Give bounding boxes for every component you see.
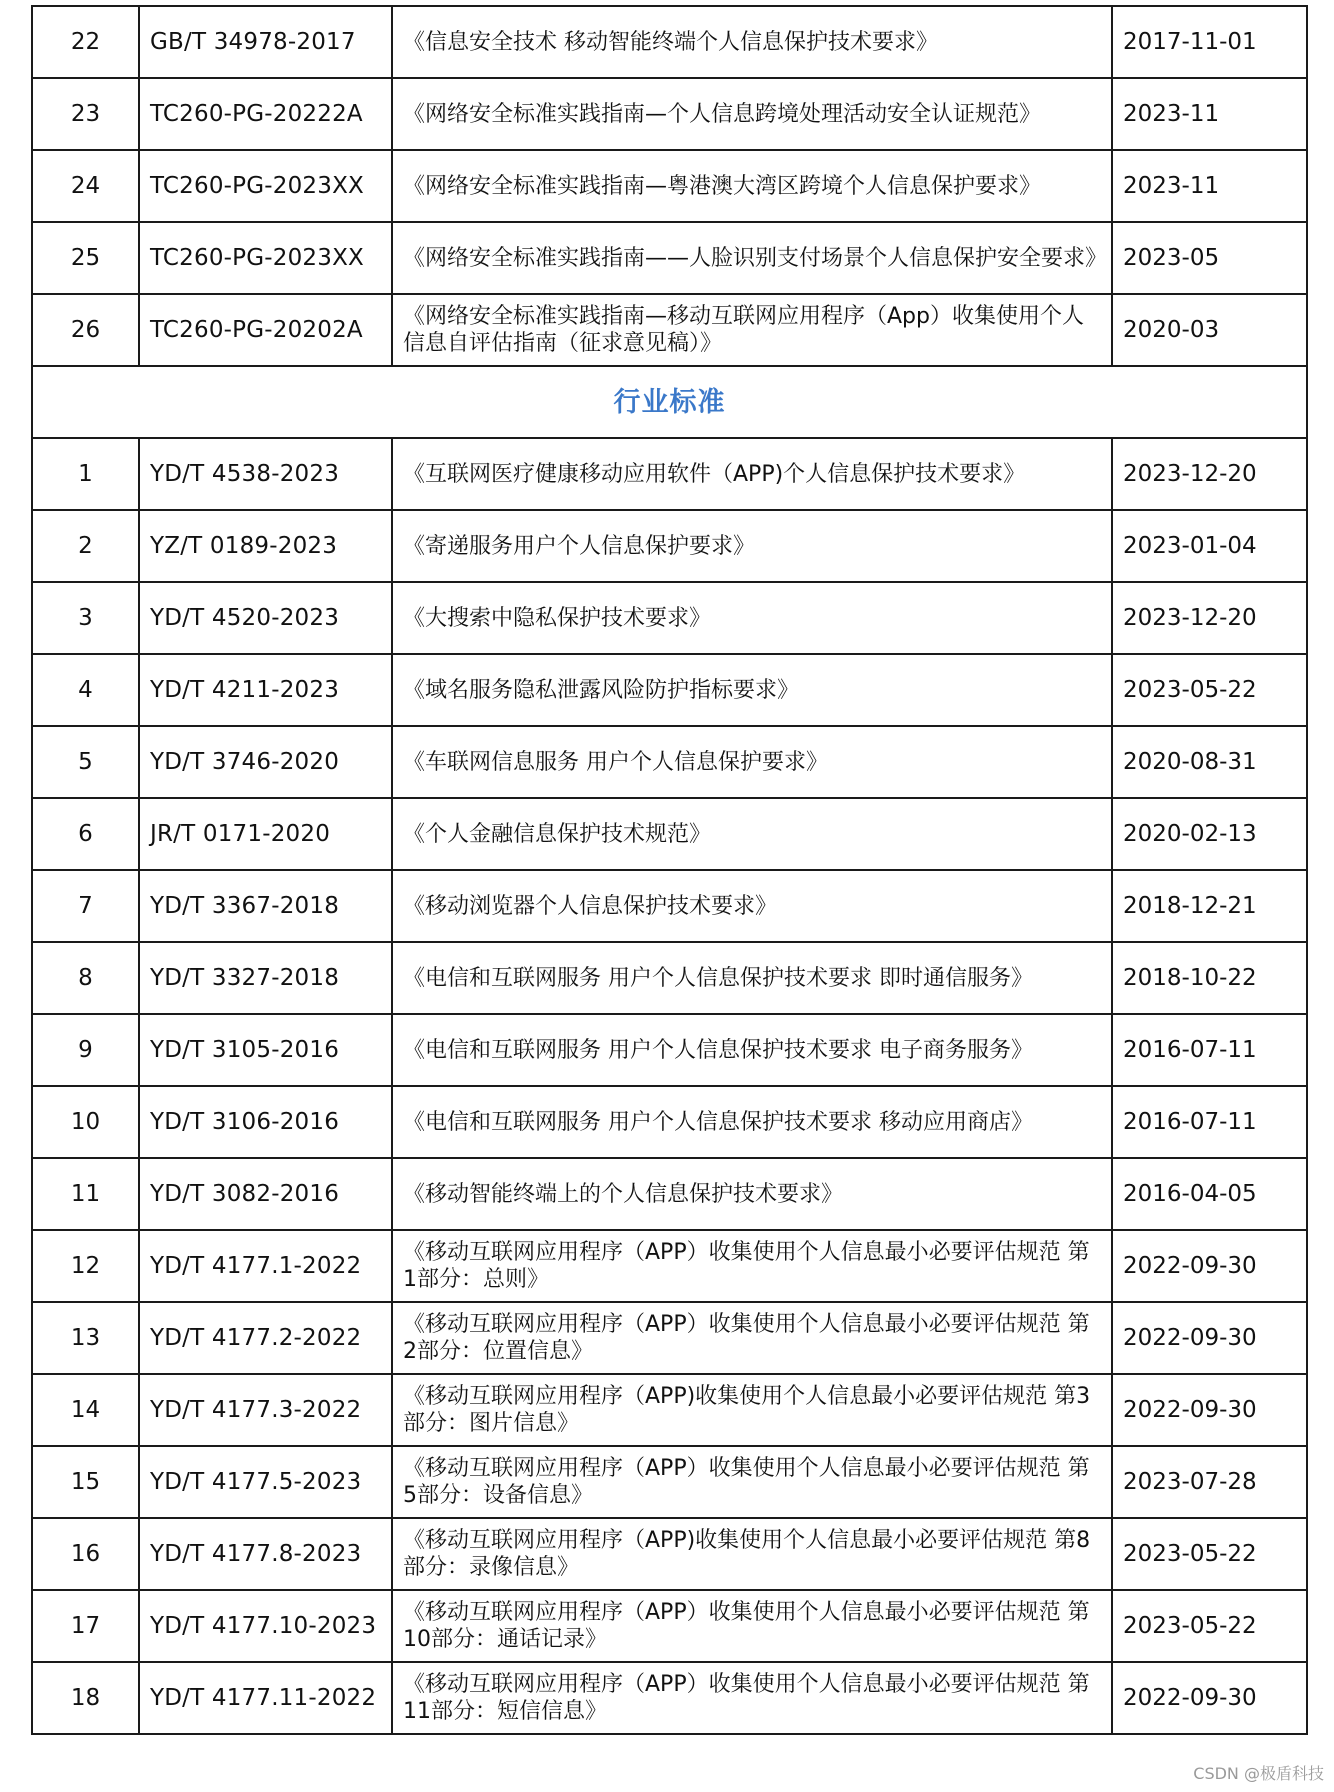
row-number: 7 bbox=[32, 870, 139, 942]
standard-date: 2023-11 bbox=[1112, 150, 1307, 222]
standard-date: 2020-03 bbox=[1112, 294, 1307, 366]
row-number: 1 bbox=[32, 438, 139, 510]
row-number: 14 bbox=[32, 1374, 139, 1446]
section-row bbox=[32, 366, 1307, 438]
standard-date: 2020-08-31 bbox=[1112, 726, 1307, 798]
standard-title: 《域名服务隐私泄露风险防护指标要求》 bbox=[392, 654, 1112, 726]
standard-code: YD/T 3106-2016 bbox=[139, 1086, 392, 1158]
standard-date: 2016-07-11 bbox=[1112, 1014, 1307, 1086]
industry-standards-rows bbox=[32, 438, 1307, 1734]
standard-code: YD/T 4177.11-2022 bbox=[139, 1662, 392, 1734]
standard-code: YD/T 4177.3-2022 bbox=[139, 1374, 392, 1446]
row-number: 9 bbox=[32, 1014, 139, 1086]
table-row bbox=[32, 294, 1307, 366]
standard-code: TC260-PG-20222A bbox=[139, 78, 392, 150]
standard-code: YD/T 3105-2016 bbox=[139, 1014, 392, 1086]
table-row bbox=[32, 150, 1307, 222]
standard-date: 2023-05-22 bbox=[1112, 1590, 1307, 1662]
standard-date: 2023-07-28 bbox=[1112, 1446, 1307, 1518]
standard-title: 《移动互联网应用程序（APP)收集使用个人信息最小必要评估规范 第3部分：图片信息》 bbox=[392, 1374, 1112, 1446]
standard-title: 《互联网医疗健康移动应用软件（APP)个人信息保护技术要求》 bbox=[392, 438, 1112, 510]
row-number: 22 bbox=[32, 6, 139, 78]
row-number: 10 bbox=[32, 1086, 139, 1158]
standard-code: TC260-PG-20202A bbox=[139, 294, 392, 366]
table-row bbox=[32, 582, 1307, 654]
standard-code: TC260-PG-2023XX bbox=[139, 222, 392, 294]
standard-code: YD/T 4538-2023 bbox=[139, 438, 392, 510]
standard-title: 《寄递服务用户个人信息保护要求》 bbox=[392, 510, 1112, 582]
standard-title: 《移动浏览器个人信息保护技术要求》 bbox=[392, 870, 1112, 942]
section-heading-row bbox=[32, 366, 1307, 438]
standard-code: YD/T 4177.10-2023 bbox=[139, 1590, 392, 1662]
row-number: 15 bbox=[32, 1446, 139, 1518]
table-row bbox=[32, 1158, 1307, 1230]
standard-title: 《移动智能终端上的个人信息保护技术要求》 bbox=[392, 1158, 1112, 1230]
standard-date: 2023-05 bbox=[1112, 222, 1307, 294]
standard-date: 2023-11 bbox=[1112, 78, 1307, 150]
standard-date: 2023-05-22 bbox=[1112, 654, 1307, 726]
standard-code: YD/T 4211-2023 bbox=[139, 654, 392, 726]
standard-date: 2022-09-30 bbox=[1112, 1662, 1307, 1734]
standard-date: 2022-09-30 bbox=[1112, 1302, 1307, 1374]
section-heading: 行业标准 bbox=[32, 366, 1307, 438]
standard-date: 2018-12-21 bbox=[1112, 870, 1307, 942]
standard-title: 《网络安全标准实践指南—移动互联网应用程序（App）收集使用个人信息自评估指南（征求意见稿）》 bbox=[392, 294, 1112, 366]
standard-title: 《移动互联网应用程序（APP）收集使用个人信息最小必要评估规范 第1部分：总则》 bbox=[392, 1230, 1112, 1302]
standard-title: 《电信和互联网服务 用户个人信息保护技术要求 即时通信服务》 bbox=[392, 942, 1112, 1014]
standard-code: YD/T 4520-2023 bbox=[139, 582, 392, 654]
standard-title: 《移动互联网应用程序（APP)收集使用个人信息最小必要评估规范 第8部分：录像信息》 bbox=[392, 1518, 1112, 1590]
row-number: 18 bbox=[32, 1662, 139, 1734]
table-row bbox=[32, 1446, 1307, 1518]
row-number: 3 bbox=[32, 582, 139, 654]
row-number: 17 bbox=[32, 1590, 139, 1662]
national-standards-rows bbox=[32, 6, 1307, 366]
table-row bbox=[32, 1014, 1307, 1086]
row-number: 5 bbox=[32, 726, 139, 798]
standard-code: YD/T 4177.1-2022 bbox=[139, 1230, 392, 1302]
standard-code: YD/T 4177.8-2023 bbox=[139, 1518, 392, 1590]
standard-title: 《移动互联网应用程序（APP）收集使用个人信息最小必要评估规范 第2部分：位置信息》 bbox=[392, 1302, 1112, 1374]
standard-code: YD/T 3327-2018 bbox=[139, 942, 392, 1014]
standards-table bbox=[31, 5, 1308, 1735]
row-number: 26 bbox=[32, 294, 139, 366]
standard-title: 《移动互联网应用程序（APP）收集使用个人信息最小必要评估规范 第10部分：通话记录》 bbox=[392, 1590, 1112, 1662]
standard-title: 《网络安全标准实践指南—粤港澳大湾区跨境个人信息保护要求》 bbox=[392, 150, 1112, 222]
standard-date: 2023-05-22 bbox=[1112, 1518, 1307, 1590]
table-row bbox=[32, 1590, 1307, 1662]
standard-date: 2016-04-05 bbox=[1112, 1158, 1307, 1230]
standard-title: 《移动互联网应用程序（APP）收集使用个人信息最小必要评估规范 第5部分：设备信息》 bbox=[392, 1446, 1112, 1518]
row-number: 11 bbox=[32, 1158, 139, 1230]
standard-code: TC260-PG-2023XX bbox=[139, 150, 392, 222]
standard-date: 2022-09-30 bbox=[1112, 1374, 1307, 1446]
row-number: 23 bbox=[32, 78, 139, 150]
standard-title: 《车联网信息服务 用户个人信息保护要求》 bbox=[392, 726, 1112, 798]
standard-date: 2023-12-20 bbox=[1112, 582, 1307, 654]
table-row bbox=[32, 726, 1307, 798]
standard-title: 《信息安全技术 移动智能终端个人信息保护技术要求》 bbox=[392, 6, 1112, 78]
standard-title: 《电信和互联网服务 用户个人信息保护技术要求 电子商务服务》 bbox=[392, 1014, 1112, 1086]
table-row bbox=[32, 942, 1307, 1014]
row-number: 25 bbox=[32, 222, 139, 294]
standard-date: 2017-11-01 bbox=[1112, 6, 1307, 78]
standard-title: 《网络安全标准实践指南—个人信息跨境处理活动安全认证规范》 bbox=[392, 78, 1112, 150]
standard-date: 2020-02-13 bbox=[1112, 798, 1307, 870]
standard-code: YD/T 3746-2020 bbox=[139, 726, 392, 798]
row-number: 4 bbox=[32, 654, 139, 726]
standard-code: JR/T 0171-2020 bbox=[139, 798, 392, 870]
table-row bbox=[32, 1086, 1307, 1158]
standard-date: 2022-09-30 bbox=[1112, 1230, 1307, 1302]
standard-title: 《网络安全标准实践指南——人脸识别支付场景个人信息保护安全要求》 bbox=[392, 222, 1112, 294]
table-row bbox=[32, 654, 1307, 726]
table-row bbox=[32, 798, 1307, 870]
table-row bbox=[32, 1662, 1307, 1734]
standard-code: YD/T 3082-2016 bbox=[139, 1158, 392, 1230]
standard-code: YD/T 3367-2018 bbox=[139, 870, 392, 942]
standard-date: 2023-01-04 bbox=[1112, 510, 1307, 582]
table-row bbox=[32, 1374, 1307, 1446]
table-row bbox=[32, 510, 1307, 582]
row-number: 12 bbox=[32, 1230, 139, 1302]
standard-title: 《移动互联网应用程序（APP）收集使用个人信息最小必要评估规范 第11部分：短信信息》 bbox=[392, 1662, 1112, 1734]
table-row bbox=[32, 222, 1307, 294]
row-number: 16 bbox=[32, 1518, 139, 1590]
table-row bbox=[32, 6, 1307, 78]
row-number: 8 bbox=[32, 942, 139, 1014]
standard-code: YD/T 4177.5-2023 bbox=[139, 1446, 392, 1518]
table-row bbox=[32, 78, 1307, 150]
csdn-watermark: CSDN @极盾科技 bbox=[1193, 1764, 1324, 1783]
row-number: 13 bbox=[32, 1302, 139, 1374]
row-number: 24 bbox=[32, 150, 139, 222]
standard-date: 2018-10-22 bbox=[1112, 942, 1307, 1014]
row-number: 6 bbox=[32, 798, 139, 870]
standard-code: GB/T 34978-2017 bbox=[139, 6, 392, 78]
standard-title: 《个人金融信息保护技术规范》 bbox=[392, 798, 1112, 870]
standard-title: 《电信和互联网服务 用户个人信息保护技术要求 移动应用商店》 bbox=[392, 1086, 1112, 1158]
table-row bbox=[32, 438, 1307, 510]
standard-title: 《大搜索中隐私保护技术要求》 bbox=[392, 582, 1112, 654]
standard-date: 2016-07-11 bbox=[1112, 1086, 1307, 1158]
row-number: 2 bbox=[32, 510, 139, 582]
table-row bbox=[32, 1302, 1307, 1374]
standard-code: YD/T 4177.2-2022 bbox=[139, 1302, 392, 1374]
standard-date: 2023-12-20 bbox=[1112, 438, 1307, 510]
standard-code: YZ/T 0189-2023 bbox=[139, 510, 392, 582]
table-row bbox=[32, 870, 1307, 942]
table-row bbox=[32, 1518, 1307, 1590]
table-row bbox=[32, 1230, 1307, 1302]
